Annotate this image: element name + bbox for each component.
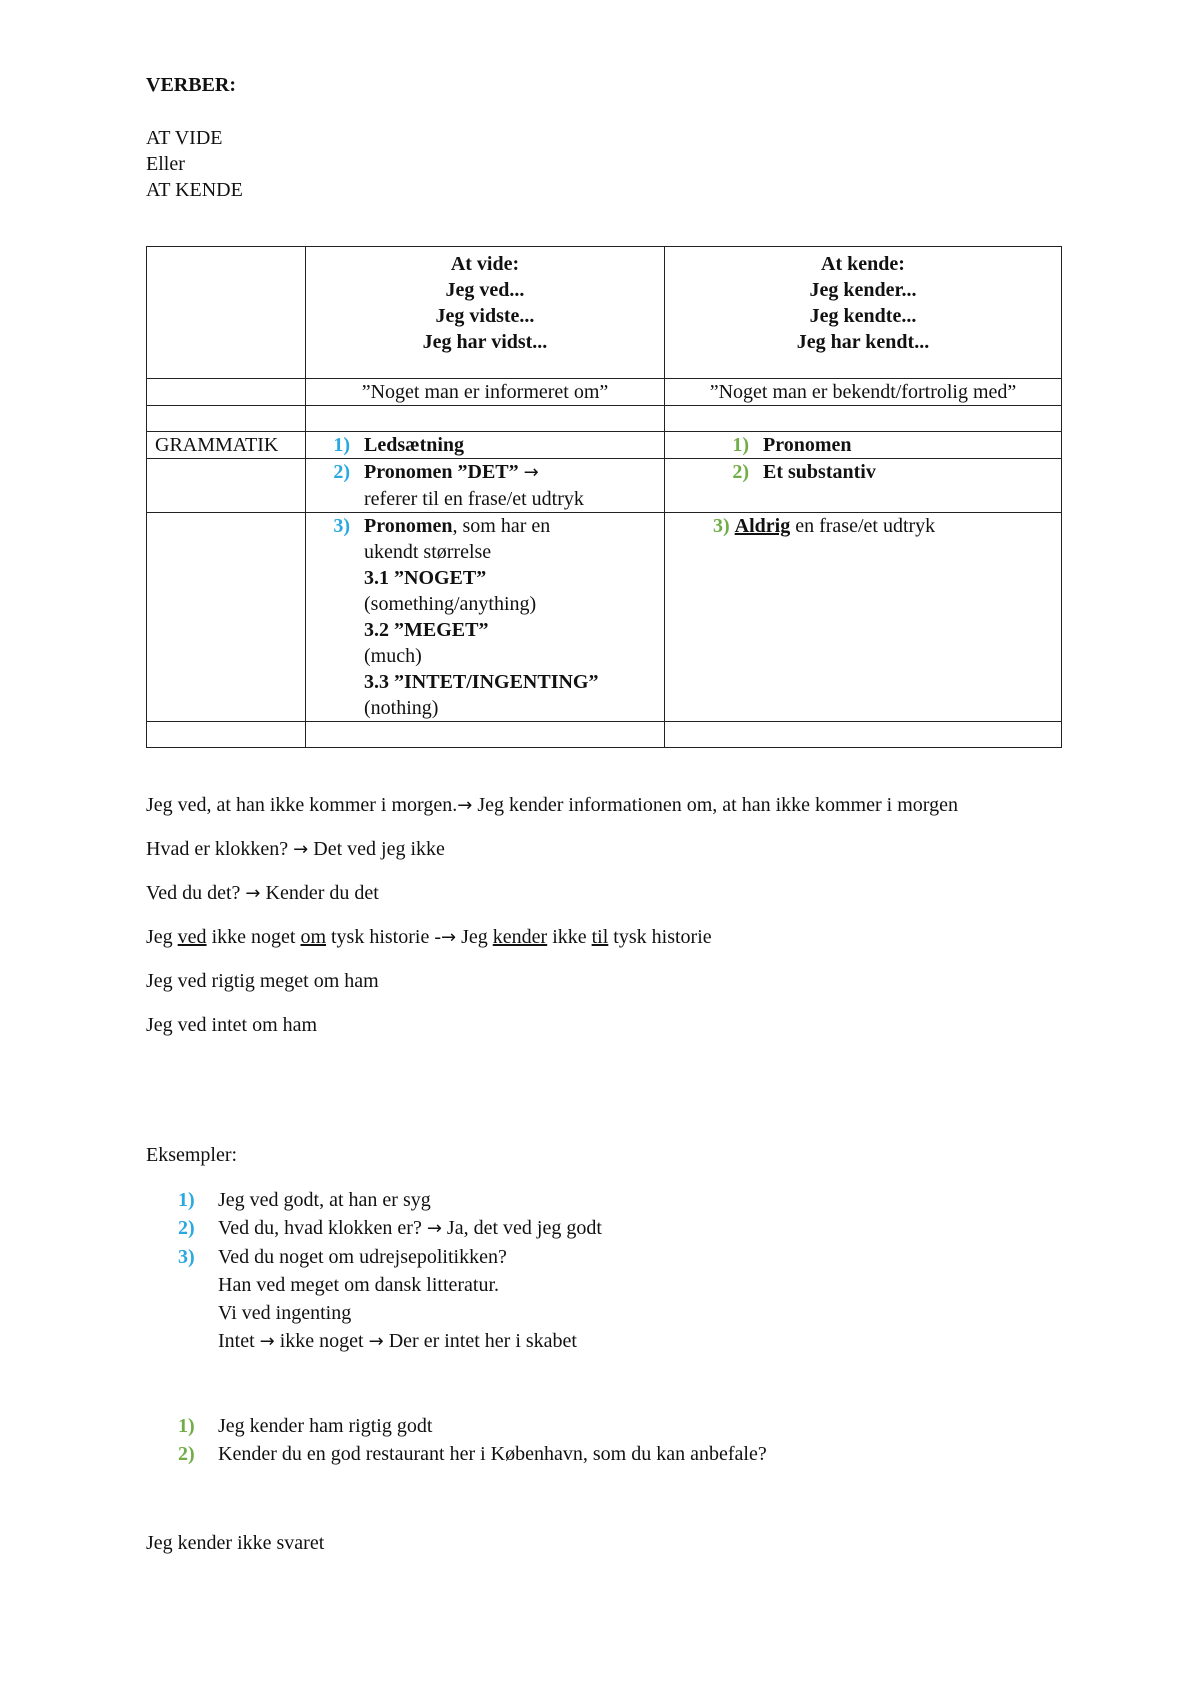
list-item: [178, 1214, 602, 1243]
arrow-icon: →: [245, 883, 261, 904]
kende-rule-3: [665, 513, 1062, 722]
vide-rule-1: [306, 432, 665, 459]
sentence-text: ikke: [547, 926, 592, 948]
sentence-text: tysk historie: [608, 926, 712, 948]
heading-line-3: AT KENDE: [146, 179, 243, 201]
sub-rule-gloss: (nothing): [364, 697, 439, 719]
grammatik-label: GRAMMATIK: [147, 432, 306, 459]
sentence-text: Jeg ved, at han ikke kommer i morgen.: [146, 794, 458, 816]
list-item: [178, 1412, 767, 1440]
list-text: Intet: [218, 1330, 260, 1352]
list-text: Ja, det ved jeg godt: [441, 1217, 602, 1239]
vide-header-line: Jeg vidste...: [435, 305, 535, 327]
table-row: [147, 379, 1062, 406]
sentence-text: Jeg: [456, 926, 493, 948]
heading-line-2: Eller: [146, 153, 185, 175]
sentence-6: Jeg ved intet om ham: [146, 1014, 318, 1036]
list-text: Han ved meget om dansk litteratur.: [218, 1274, 500, 1296]
table-row: [147, 459, 1062, 513]
kende-header-line: At kende:: [821, 253, 905, 275]
kende-definition: ”Noget man er bekendt/fortrolig med”: [665, 379, 1062, 406]
list-number: 2): [178, 1443, 195, 1465]
kende-header-line: Jeg har kendt...: [796, 331, 930, 353]
list-number: 2): [178, 1217, 195, 1239]
empty-cell: [665, 406, 1062, 432]
underlined-word: til: [591, 926, 609, 948]
list-text: Ved du, hvad klokken er?: [218, 1217, 427, 1239]
kende-header-cell: [665, 247, 1062, 379]
sub-rule: 3.3 ”INTET/INGENTING”: [364, 671, 599, 693]
heading-line-1: AT VIDE: [146, 127, 223, 149]
empty-cell: [147, 247, 306, 379]
empty-cell: [147, 406, 306, 432]
sentence-text: ikke noget: [206, 926, 301, 948]
vide-rule-3: [306, 513, 665, 722]
empty-cell: [306, 722, 665, 748]
sub-rule-gloss: (much): [364, 645, 422, 667]
sentence-1: [146, 792, 958, 819]
vide-header-line: Jeg har vidst...: [422, 331, 548, 353]
empty-cell: [147, 513, 306, 722]
rule-number: 3): [333, 515, 350, 537]
arrow-icon: →: [426, 1218, 442, 1239]
rule-number: 3): [713, 515, 730, 537]
rule-text-rest: en frase/et udtryk: [790, 515, 936, 537]
sentence-text: Jeg: [146, 926, 178, 948]
kende-rule-1: [665, 432, 1062, 459]
list-number: 1): [178, 1189, 195, 1211]
vide-header-line: At vide:: [450, 253, 520, 275]
rule-number: 2): [333, 461, 350, 483]
table-row: [147, 432, 1062, 459]
final-sentence: Jeg kender ikke svaret: [146, 1532, 325, 1554]
arrow-icon: →: [293, 839, 309, 860]
underlined-word: kender: [492, 926, 548, 948]
list-text: Vi ved ingenting: [218, 1302, 352, 1324]
empty-cell: [665, 722, 1062, 748]
empty-cell: [306, 406, 665, 432]
sub-rule: 3.1 ”NOGET”: [364, 567, 487, 589]
rule-text: Pronomen ”DET”: [364, 461, 519, 483]
arrow-icon: →: [368, 1331, 384, 1352]
vide-header-line: Jeg ved...: [445, 279, 525, 301]
arrow-icon: →: [457, 795, 473, 816]
rule-text-rest: , som har en: [452, 515, 551, 537]
rule-number: 1): [333, 434, 350, 456]
rule-number: 1): [732, 434, 749, 456]
verb-comparison-table: [146, 246, 1062, 748]
kende-header-line: Jeg kender...: [809, 279, 917, 301]
examples-label: Eksempler:: [146, 1144, 238, 1166]
vide-definition: ”Noget man er informeret om”: [306, 379, 665, 406]
sentence-5: Jeg ved rigtig meget om ham: [146, 970, 379, 992]
rule-continuation: ukendt størrelse: [364, 541, 492, 563]
empty-cell: [147, 722, 306, 748]
sub-rule: 3.2 ”MEGET”: [364, 619, 489, 641]
list-text: Kender du en god restaurant her i København, som du kan anbefale?: [218, 1443, 767, 1465]
underlined-word: ved: [177, 926, 207, 948]
list-text: Der er intet her i skabet: [383, 1330, 577, 1352]
arrow-icon: →: [259, 1331, 275, 1352]
list-item: [178, 1243, 602, 1356]
list-text: ikke noget: [274, 1330, 369, 1352]
underlined-word: om: [300, 926, 326, 948]
table-row: [147, 722, 1062, 748]
sentence-3: [146, 880, 379, 907]
table-row: [147, 513, 1062, 722]
list-text: Jeg kender ham rigtig godt: [218, 1415, 433, 1437]
list-text: Ved du noget om udrejsepolitikken?: [218, 1246, 507, 1268]
empty-cell: [147, 459, 306, 513]
rule-text: Ledsætning: [364, 434, 465, 456]
sub-rule-gloss: (something/anything): [364, 593, 537, 615]
list-item: [178, 1440, 767, 1468]
rule-text: Et substantiv: [763, 461, 876, 483]
sentence-text: Hvad er klokken?: [146, 838, 294, 860]
table-row: [147, 406, 1062, 432]
list-item: [178, 1186, 602, 1214]
sentence-4: [146, 924, 712, 951]
empty-cell: [147, 379, 306, 406]
sentence-text: Ved du det?: [146, 882, 246, 904]
arrow-icon: →: [523, 462, 539, 483]
kende-rule-2: [665, 459, 1062, 513]
rule-text: Pronomen: [364, 515, 453, 537]
sentence-text: tysk historie -: [326, 926, 441, 948]
vide-examples-list: [178, 1186, 602, 1356]
sentence-text: Det ved jeg ikke: [308, 838, 445, 860]
kende-examples-list: [178, 1412, 767, 1468]
rule-text: Aldrig: [734, 515, 791, 537]
arrow-icon: →: [441, 927, 457, 948]
sentence-text: Kender du det: [260, 882, 379, 904]
vide-header-cell: [306, 247, 665, 379]
vide-rule-2: [306, 459, 665, 513]
list-text: Jeg ved godt, at han er syg: [218, 1189, 431, 1211]
rule-text: Pronomen: [763, 434, 852, 456]
rule-number: 2): [732, 461, 749, 483]
sentence-text: Jeg kender informationen om, at han ikke kommer i morgen: [472, 794, 958, 816]
rule-continuation: referer til en frase/et udtryk: [364, 488, 584, 510]
list-number: 1): [178, 1415, 195, 1437]
page-title: VERBER:: [146, 74, 237, 96]
table-header-row: [147, 247, 1062, 379]
kende-header-line: Jeg kendte...: [809, 305, 917, 327]
list-number: 3): [178, 1246, 195, 1268]
sentence-2: [146, 836, 445, 863]
